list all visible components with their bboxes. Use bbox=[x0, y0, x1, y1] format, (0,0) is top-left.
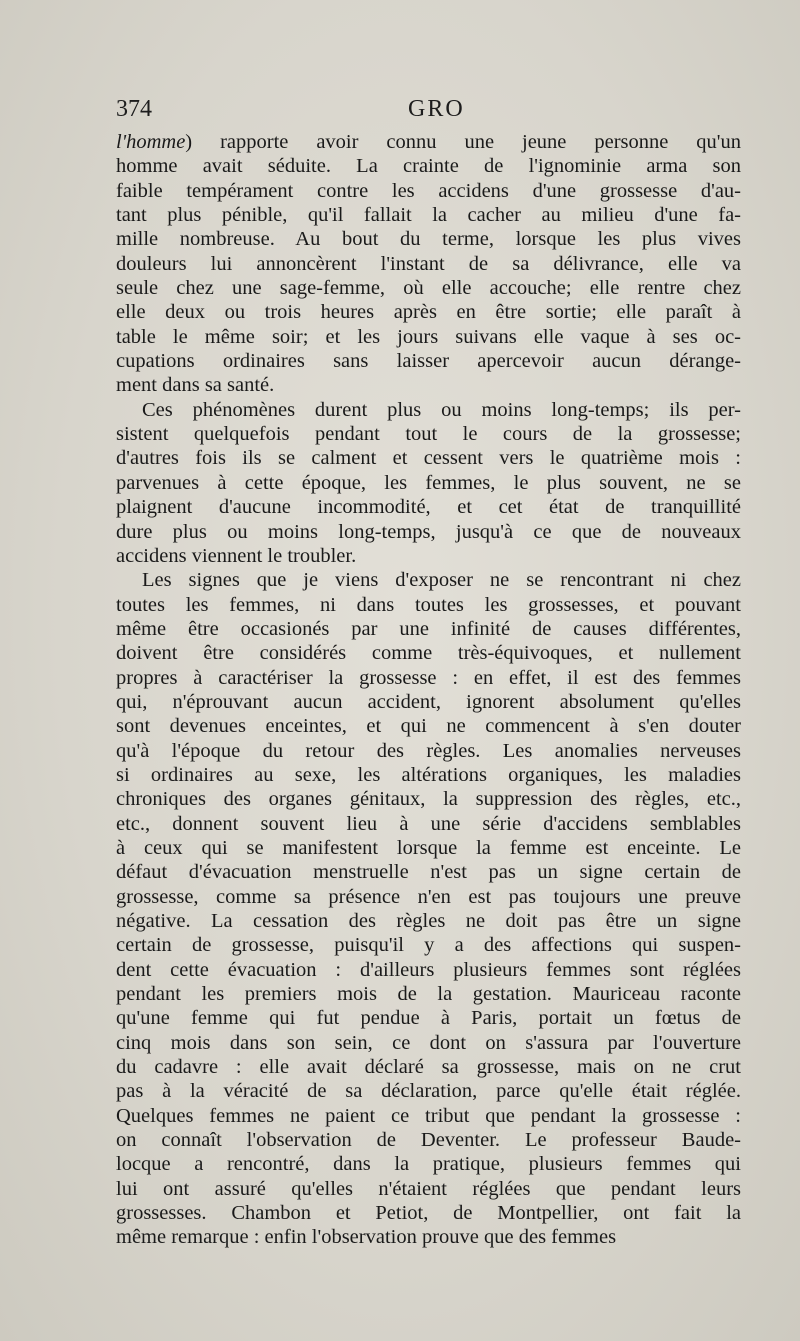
line-text: à ceux qui se manifestent lorsque la femme est enceinte. Le bbox=[116, 836, 741, 859]
line-text: qui, n'éprouvant aucun accident, ignorent absolument qu'elles bbox=[116, 690, 741, 713]
text-line bbox=[116, 787, 741, 811]
line-text: certain de grossesse, puisqu'il y a des affections qui suspen- bbox=[116, 934, 741, 957]
text-line bbox=[116, 373, 741, 397]
line-text: on connaît l'observation de Deventer. Le professeur Baude- bbox=[116, 1129, 741, 1152]
line-text: pendant les premiers mois de la gestation. Mauriceau raconte bbox=[116, 983, 741, 1006]
line-text: grossesses. Chambon et Petiot, de Montpellier, ont fait la bbox=[116, 1202, 741, 1225]
text-line bbox=[116, 1031, 741, 1055]
line-text: douleurs lui annoncèrent l'instant de sa délivrance, elle va bbox=[116, 252, 741, 275]
text-line bbox=[116, 471, 741, 495]
line-text: etc., donnent souvent lieu à une série d'accidens semblables bbox=[116, 812, 741, 835]
line-text: homme avait séduite. La crainte de l'ignominie arma son bbox=[116, 155, 741, 178]
text-line bbox=[116, 739, 741, 763]
line-text: toutes les femmes, ni dans toutes les grossesses, et pouvant bbox=[116, 593, 741, 616]
text-line bbox=[116, 227, 741, 251]
line-text: lui ont assuré qu'elles n'étaient réglées que pendant leurs bbox=[116, 1177, 741, 1200]
text-line bbox=[116, 1225, 741, 1249]
text-line bbox=[116, 909, 741, 933]
text-line bbox=[116, 154, 741, 178]
text-line bbox=[116, 422, 741, 446]
text-line bbox=[116, 690, 741, 714]
text-line bbox=[116, 1177, 741, 1201]
page-number: 374 bbox=[116, 96, 152, 122]
text-line bbox=[116, 300, 741, 324]
text-line bbox=[116, 1104, 741, 1128]
paragraph bbox=[116, 130, 741, 398]
running-head: GRO bbox=[408, 96, 465, 122]
line-text: parvenues à cette époque, les femmes, le plus souvent, ne se bbox=[116, 471, 741, 494]
text-line bbox=[116, 617, 741, 641]
line-text: même être occasionés par une infinité de causes différentes, bbox=[116, 617, 741, 640]
line-text: elle deux ou trois heures après en être sortie; elle paraît à bbox=[116, 301, 741, 324]
text-line bbox=[116, 593, 741, 617]
line-text: Les signes que je viens d'exposer ne se rencontrant ni chez bbox=[142, 569, 741, 592]
text-line bbox=[116, 398, 741, 422]
text-line bbox=[116, 495, 741, 519]
line-text: locque a rencontré, dans la pratique, plusieurs femmes qui bbox=[116, 1153, 741, 1176]
line-text: ) rapporte avoir connu une jeune personne qu'un bbox=[185, 131, 741, 153]
text-line bbox=[116, 349, 741, 373]
line-text: qu'une femme qui fut pendue à Paris, portait un fœtus de bbox=[116, 1007, 741, 1030]
text-line bbox=[116, 446, 741, 470]
line-text: table le même soir; et les jours suivans elle vaque à ses oc- bbox=[116, 325, 741, 348]
text-line bbox=[116, 179, 741, 203]
line-text: sont devenues enceintes, et qui ne commencent à s'en douter bbox=[116, 715, 741, 738]
line-text: accidens viennent le troubler. bbox=[116, 544, 357, 567]
text-line bbox=[116, 1079, 741, 1103]
text-line bbox=[116, 933, 741, 957]
text-line bbox=[116, 520, 741, 544]
text-line bbox=[116, 666, 741, 690]
text-line bbox=[116, 860, 741, 884]
body-text bbox=[116, 130, 741, 1250]
text-line bbox=[116, 130, 741, 154]
line-text: défaut d'évacuation menstruelle n'est pas un signe certain de bbox=[116, 861, 741, 884]
text-line bbox=[116, 568, 741, 592]
line-text: seule chez une sage-femme, où elle accouche; elle rentre chez bbox=[116, 277, 741, 300]
line-text: faible tempérament contre les accidens d'une grossesse d'au- bbox=[116, 179, 741, 202]
paragraph bbox=[116, 398, 741, 568]
line-text: tant plus pénible, qu'il fallait la cacher au milieu d'une fa- bbox=[116, 204, 741, 227]
line-text: d'autres fois ils se calment et cessent vers le quatrième mois : bbox=[116, 447, 741, 470]
text-line bbox=[116, 1201, 741, 1225]
line-text: Ces phénomènes durent plus ou moins long-temps; ils per- bbox=[142, 398, 741, 421]
text-line bbox=[116, 641, 741, 665]
text-line bbox=[116, 252, 741, 276]
line-text: chroniques des organes génitaux, la suppression des règles, etc., bbox=[116, 788, 741, 811]
text-line bbox=[116, 1152, 741, 1176]
text-line bbox=[116, 958, 741, 982]
page-header bbox=[116, 96, 746, 130]
line-text: dure plus ou moins long-temps, jusqu'à ce que de nouveaux bbox=[116, 520, 741, 543]
text-line bbox=[116, 276, 741, 300]
line-text: sistent quelquefois pendant tout le cours de la grossesse; bbox=[116, 423, 741, 446]
paragraph bbox=[116, 568, 741, 1250]
text-line bbox=[116, 544, 741, 568]
text-line bbox=[116, 1055, 741, 1079]
line-text: négative. La cessation des règles ne doit pas être un signe bbox=[116, 910, 741, 932]
line-text: cupations ordinaires sans laisser apercevoir aucun dérange- bbox=[116, 350, 741, 373]
italic-text: l'homme bbox=[116, 131, 186, 153]
line-text: pas à la véracité de sa déclaration, parce qu'elle était réglée. bbox=[116, 1080, 741, 1103]
text-line bbox=[116, 885, 741, 909]
text-line bbox=[116, 1006, 741, 1030]
line-text: si ordinaires au sexe, les altérations organiques, les maladies bbox=[116, 763, 741, 786]
line-text: grossesse, comme sa présence n'en est pas toujours une preuve bbox=[116, 885, 741, 908]
text-line bbox=[116, 836, 741, 860]
line-text: propres à caractériser la grossesse : en effet, il est des femmes bbox=[116, 666, 741, 689]
text-line bbox=[116, 714, 741, 738]
line-text: qu'à l'époque du retour des règles. Les anomalies nerveuses bbox=[116, 739, 741, 762]
line-text: mille nombreuse. Au bout du terme, lorsque les plus vives bbox=[116, 228, 741, 251]
line-text: doivent être considérés comme très-équivoques, et nullement bbox=[116, 642, 741, 665]
line-text: dent cette évacuation : d'ailleurs plusieurs femmes sont réglées bbox=[116, 958, 741, 981]
text-line bbox=[116, 812, 741, 836]
line-text: ment dans sa santé. bbox=[116, 374, 275, 397]
line-text: Quelques femmes ne paient ce tribut que pendant la grossesse : bbox=[116, 1104, 741, 1127]
text-line bbox=[116, 203, 741, 227]
line-text: du cadavre : elle avait déclaré sa grossesse, mais on ne crut bbox=[116, 1056, 741, 1079]
line-text: plaignent d'aucune incommodité, et cet état de tranquillité bbox=[116, 496, 741, 519]
line-text: cinq mois dans son sein, ce dont on s'assura par l'ouverture bbox=[116, 1031, 741, 1054]
text-line bbox=[116, 325, 741, 349]
line-text: même remarque : enfin l'observation prouve que des femmes bbox=[116, 1226, 617, 1249]
text-line bbox=[116, 1128, 741, 1152]
text-line bbox=[116, 982, 741, 1006]
text-line bbox=[116, 763, 741, 787]
